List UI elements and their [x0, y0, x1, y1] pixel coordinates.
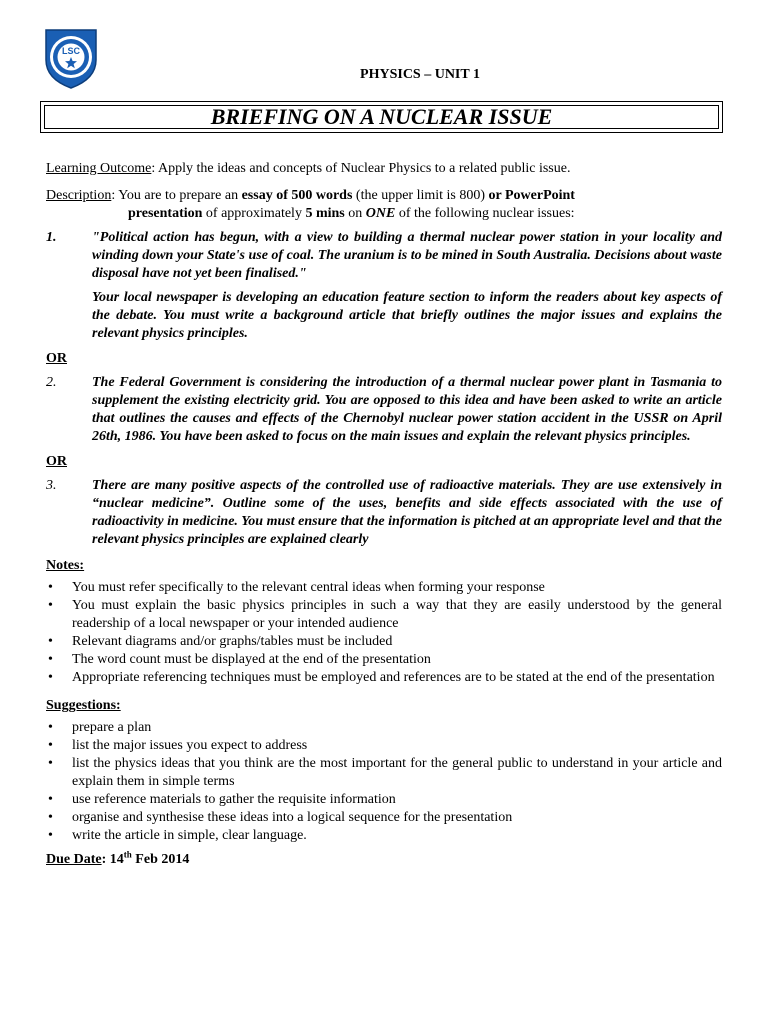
bullet-icon: •: [48, 580, 53, 595]
description-label: Description: [46, 188, 112, 203]
document-title: BRIEFING ON A NUCLEAR ISSUE: [44, 105, 719, 129]
issue-2: [46, 374, 722, 446]
list-item: [46, 827, 722, 845]
list-item: [46, 755, 722, 791]
powerpoint-option: or PowerPoint: [488, 188, 575, 203]
due-date-rest: Feb 2014: [131, 852, 190, 867]
bullet-icon: •: [48, 738, 53, 753]
bullet-icon: •: [48, 792, 53, 807]
note-text: Appropriate referencing techniques must be employed and references are to be stated at the end of the presentation: [72, 670, 715, 685]
note-text: The word count must be displayed at the end of the presentation: [72, 652, 431, 667]
description-text: of the following nuclear issues:: [395, 206, 575, 221]
presentation-length: 5 mins: [305, 206, 345, 221]
description: [46, 187, 722, 223]
due-date-colon: :: [101, 852, 110, 867]
learning-outcome-label: Learning Outcome: [46, 161, 152, 176]
suggestion-text: organise and synthesise these ideas into a logical sequence for the presentation: [72, 810, 513, 825]
issue-1: [46, 229, 722, 343]
list-item: [46, 651, 722, 669]
due-date: [46, 851, 722, 869]
issue-number: 1.: [46, 230, 57, 245]
issue-text: "Political action has begun, with a view to building a thermal nuclear power station in your locality and winding down your State's use of coal. The uranium is to be mined in South Australia. Decisions about waste disposal have not yet been finalised.": [92, 230, 722, 281]
description-text: on: [344, 206, 366, 221]
note-text: You must explain the basic physics principles in such a way that they are easily understood by the general readership of a local newspaper or your intended audience: [72, 598, 722, 631]
list-item: [46, 719, 722, 737]
presentation-option: presentation: [128, 206, 203, 221]
notes-heading: Notes:: [46, 558, 85, 573]
issue-number: 3.: [46, 478, 57, 493]
bullet-icon: •: [48, 670, 53, 685]
list-item: [46, 737, 722, 755]
issue-text: Your local newspaper is developing an education feature section to inform the readers about key aspects of the debate. You must write a background article that briefly outlines the major issues and explains the relevant physics principles.: [92, 290, 722, 341]
issue-number: 2.: [46, 375, 57, 390]
description-text: : You are to prepare an: [111, 188, 242, 203]
issue-text: There are many positive aspects of the controlled use of radioactive materials. They are use extensively in “nuclear medicine”. Outline some of the uses, benefits and side effects associated with the use of radioactivity in medicine. You must ensure that the information is pitched at an appropriate level and that the relevant physics principles are explained clearly: [92, 478, 722, 547]
logo-text: LSC: [62, 46, 80, 56]
issue-text: The Federal Government is considering the introduction of a thermal nuclear power plant in Tasmania to supplement the existing electricity grid. You are opposed to this idea and have been asked to write an article that outlines the causes and effects of the Chernobyl nuclear power station accident in the USSR on April 26th, 1986. You have been asked to focus on the main issues and explain the relevant physics principles.: [92, 375, 722, 444]
list-item: [46, 669, 722, 687]
note-text: You must refer specifically to the relevant central ideas when forming your response: [72, 580, 545, 595]
suggestion-text: use reference materials to gather the requisite information: [72, 792, 396, 807]
suggestion-text: write the article in simple, clear language.: [72, 828, 307, 843]
note-text: Relevant diagrams and/or graphs/tables must be included: [72, 634, 393, 649]
list-item: [46, 809, 722, 827]
bullet-icon: •: [48, 652, 53, 667]
due-date-day: 14: [109, 852, 124, 867]
learning-outcome-text: : Apply the ideas and concepts of Nuclear Physics to a related public issue.: [151, 161, 571, 176]
list-item: [46, 597, 722, 633]
list-item: [46, 633, 722, 651]
suggestions-list: [46, 719, 722, 845]
suggestion-text: list the major issues you expect to address: [72, 738, 308, 753]
bullet-icon: •: [48, 598, 53, 613]
issue-3: [46, 477, 722, 549]
bullet-icon: •: [48, 810, 53, 825]
title-box: [40, 101, 723, 133]
suggestion-text: list the physics ideas that you think are the most important for the general public to understand in your article and explain them in simple terms: [72, 756, 722, 789]
suggestions-heading: Suggestions:: [46, 698, 121, 713]
bullet-icon: •: [48, 756, 53, 771]
due-date-suffix: th: [123, 849, 132, 860]
list-item: [46, 791, 722, 809]
or-separator: OR: [46, 351, 67, 366]
essay-length: essay of 500 words: [241, 188, 353, 203]
learning-outcome: [46, 160, 722, 178]
list-item: [46, 579, 722, 597]
bullet-icon: •: [48, 634, 53, 649]
notes-list: [46, 579, 722, 687]
description-text: of approximately: [202, 206, 306, 221]
or-separator: OR: [46, 454, 67, 469]
due-date-label: Due Date: [46, 852, 102, 867]
suggestion-text: prepare a plan: [72, 720, 152, 735]
one-emphasis: ONE: [365, 206, 396, 221]
description-text: (the upper limit is 800): [352, 188, 489, 203]
bullet-icon: •: [48, 828, 53, 843]
bullet-icon: •: [48, 720, 53, 735]
document-body: [46, 160, 722, 869]
subject-heading: PHYSICS – UNIT 1: [360, 67, 480, 82]
